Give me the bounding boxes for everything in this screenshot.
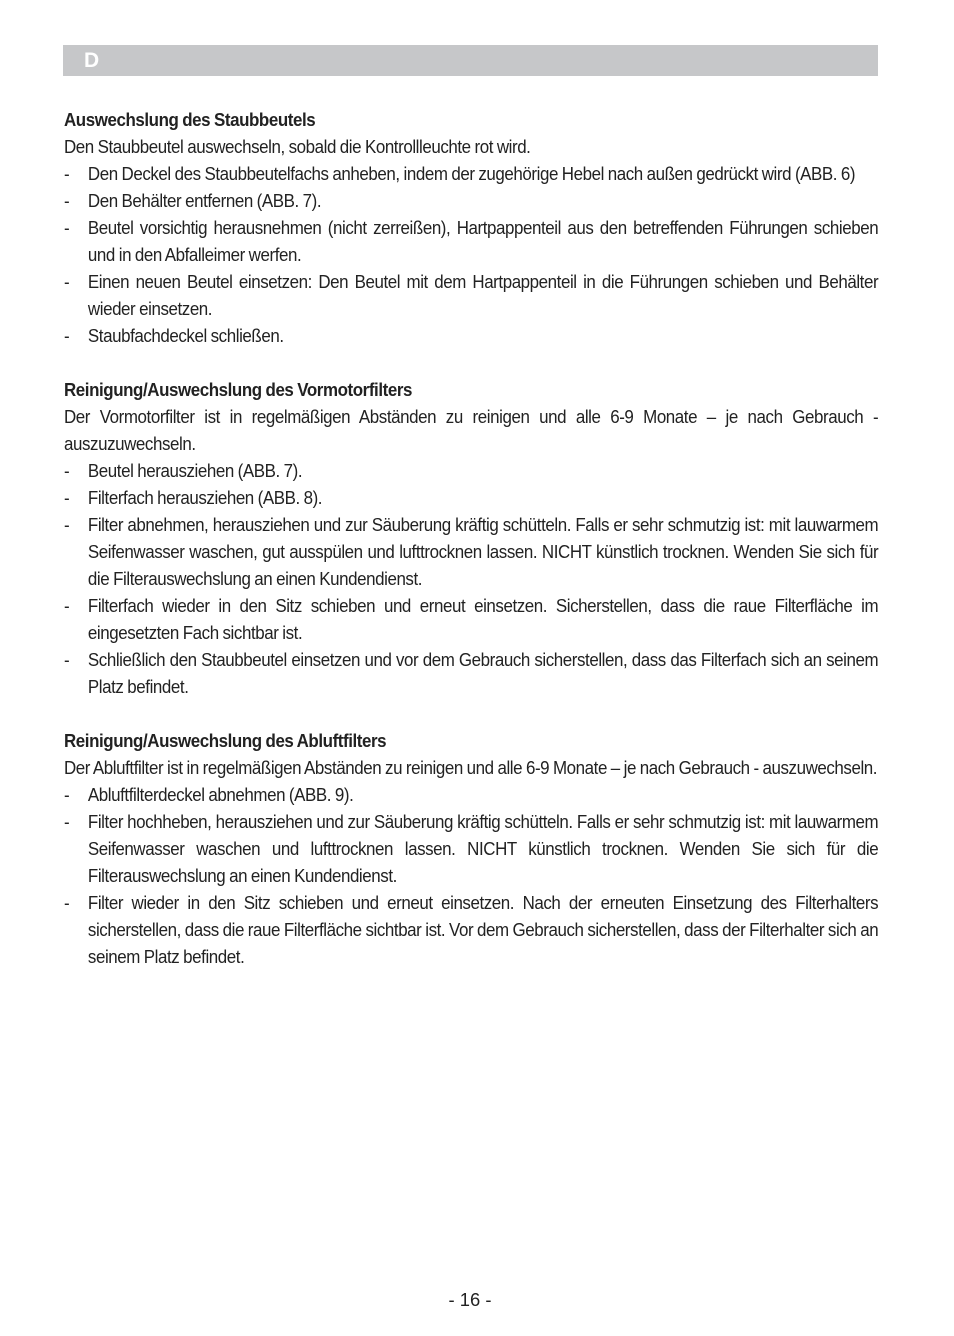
- list-bullet: -: [64, 649, 70, 670]
- list-item: [64, 781, 878, 808]
- list-item-text: Den Behälter entfernen (ABB. 7).: [87, 190, 322, 211]
- section-intro: Der Vormotorfilter ist in regelmäßigen Abständen zu reinigen und alle 6-9 Monate – je nach Gebrauch - auszuzuwechseln.: [64, 406, 879, 454]
- list-item-text: Einen neuen Beutel einsetzen: Den Beutel mit dem Hartpappenteil in die Führungen schieben und Behälter wieder einsetzen.: [87, 271, 879, 319]
- list-item-text: Filter wieder in den Sitz schieben und erneut einsetzen. Nach der erneuten Einsetzung des Filterhalters sicherstellen, dass die raue Filterfläche sichtbar ist. Vor dem Gebrauch sicherstellen, dass der Filterhalter sich an seinem Platz befindet.: [87, 892, 879, 967]
- list-bullet: -: [64, 190, 70, 211]
- list-item: [64, 160, 878, 187]
- section-exhaust-filter: [64, 727, 878, 970]
- section-heading: Reinigung/Auswechslung des Vormotorfilters: [64, 379, 413, 400]
- list-item: [64, 187, 878, 214]
- language-header-bar: [63, 45, 878, 76]
- list-item-text: Schließlich den Staubbeutel einsetzen und vor dem Gebrauch sicherstellen, dass das Filterfach sich an seinem Platz befindet.: [87, 649, 879, 697]
- list-item-text: Den Deckel des Staubbeutelfachs anheben, indem der zugehörige Hebel nach außen gedrückt wird (ABB. 6): [87, 163, 856, 184]
- list-item: [64, 268, 878, 322]
- list-bullet: -: [64, 217, 70, 238]
- list-bullet: -: [64, 811, 70, 832]
- list-item: [64, 214, 878, 268]
- list-bullet: -: [64, 784, 70, 805]
- section-pre-motor-filter: [64, 376, 878, 700]
- list-item: [64, 511, 878, 592]
- list-item: [64, 646, 878, 700]
- list-item-text: Filterfach herausziehen (ABB. 8).: [87, 487, 323, 508]
- list-bullet: -: [64, 325, 70, 346]
- list-bullet: -: [64, 514, 70, 535]
- list-bullet: -: [64, 460, 70, 481]
- list-item-text: Filterfach wieder in den Sitz schieben und erneut einsetzen. Sicherstellen, dass die raue Filterfläche im eingesetzten Fach sichtbar ist.: [87, 595, 879, 643]
- list-item: [64, 322, 878, 349]
- list-bullet: -: [64, 487, 70, 508]
- instruction-list: [64, 160, 878, 349]
- list-item: [64, 484, 878, 511]
- section-intro: Den Staubbeutel auswechseln, sobald die Kontrollleuchte rot wird.: [64, 136, 531, 157]
- list-bullet: -: [64, 892, 70, 913]
- list-item: [64, 808, 878, 889]
- list-item: [64, 457, 878, 484]
- list-item-text: Staubfachdeckel schließen.: [87, 325, 284, 346]
- instruction-list: [64, 781, 878, 970]
- list-item-text: Abluftfilterdeckel abnehmen (ABB. 9).: [87, 784, 354, 805]
- list-bullet: -: [64, 595, 70, 616]
- list-item-text: Filter abnehmen, herausziehen und zur Säuberung kräftig schütteln. Falls er sehr schmutzig ist: mit lauwarmem Seifenwasser waschen, gut ausspülen und lufttrocknen lassen. NICHT künstlich trocknen. Wenden Sie sich für die Filterauswechslung an einen Kundendienst.: [87, 514, 879, 589]
- document-body: [64, 106, 878, 997]
- list-item-text: Beutel vorsichtig herausnehmen (nicht zerreißen), Hartpappenteil aus den betreffenden Führungen schieben und in den Abfalleimer werfen.: [87, 217, 879, 265]
- section-dust-bag: [64, 106, 878, 349]
- page-number: - 16 -: [448, 1289, 492, 1310]
- list-item-text: Filter hochheben, herausziehen und zur Säuberung kräftig schütteln. Falls er sehr schmutzig ist: mit lauwarmem Seifenwasser waschen und lufttrocknen lassen. NICHT künstlich trocknen. Wenden Sie sich für die Filterauswechslung an einen Kundendienst.: [87, 811, 879, 886]
- instruction-list: [64, 457, 878, 700]
- section-heading: Reinigung/Auswechslung des Abluftfilters: [64, 730, 387, 751]
- list-item-text: Beutel herausziehen (ABB. 7).: [87, 460, 303, 481]
- list-item: [64, 592, 878, 646]
- list-bullet: -: [64, 163, 70, 184]
- section-intro: Der Abluftfilter ist in regelmäßigen Abständen zu reinigen und alle 6-9 Monate – je nach Gebrauch - auszuwechseln.: [64, 757, 878, 778]
- list-bullet: -: [64, 271, 70, 292]
- list-item: [64, 889, 878, 970]
- section-heading: Auswechslung des Staubbeutels: [64, 109, 316, 130]
- language-code: D: [84, 49, 100, 72]
